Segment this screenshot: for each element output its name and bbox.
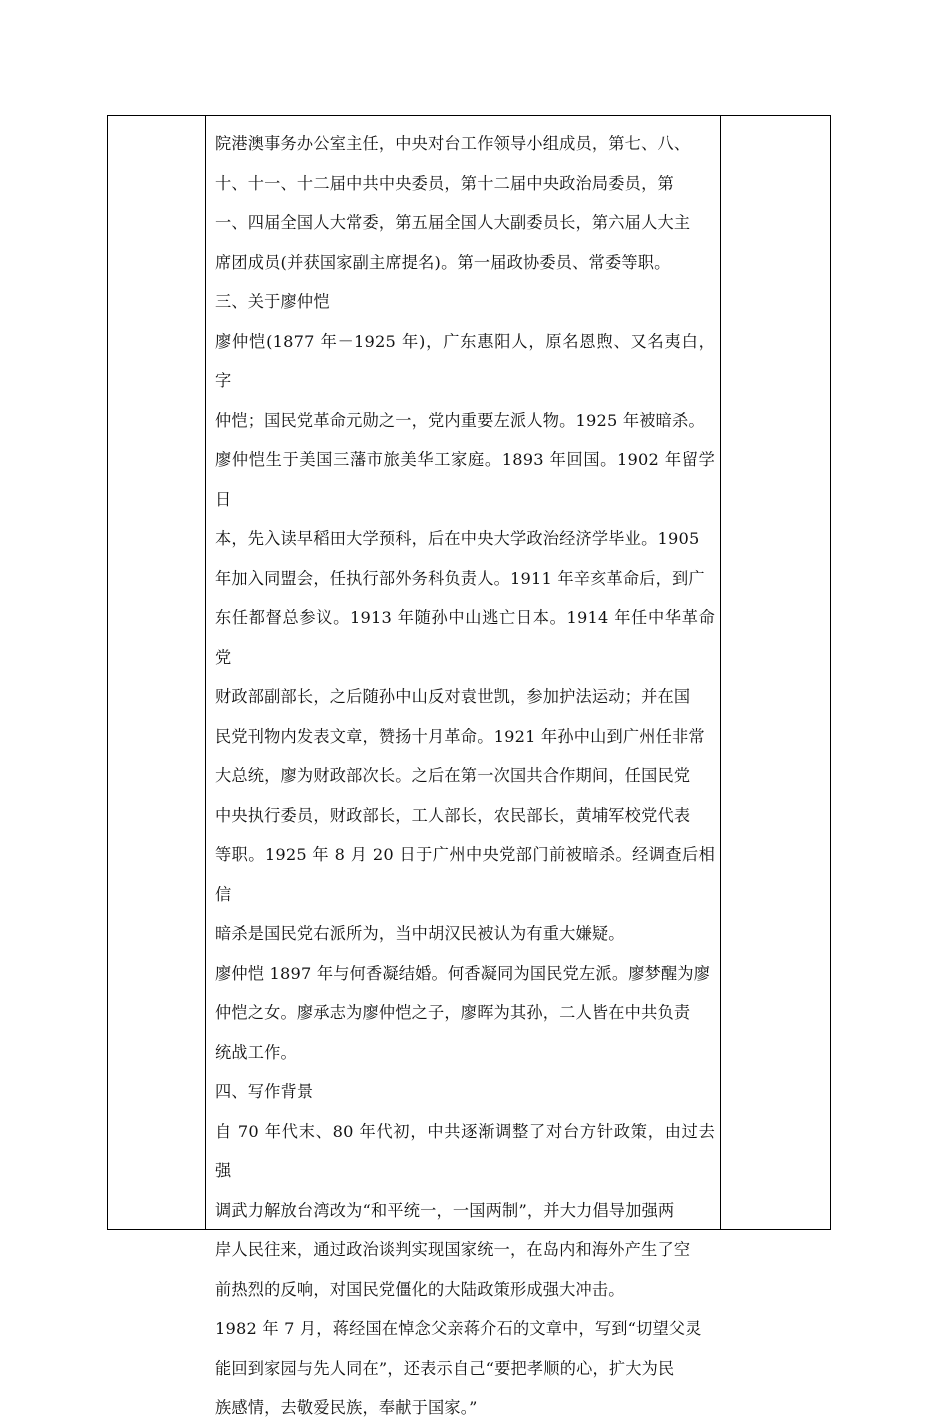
- table-content-cell: [215, 124, 715, 1428]
- text-line: 廖仲恺(1877 年－1925 年)，广东惠阳人，原名恩煦、又名夷白，字: [215, 331, 715, 390]
- text-line: 1982 年 7 月，蒋经国在悼念父亲蒋介石的文章中，写到“切望父灵: [215, 1319, 702, 1338]
- text-line: 十、十一、十二届中共中央委员，第十二届中央政治局委员，第: [215, 173, 674, 193]
- text-line: 院港澳事务办公室主任，中央对台工作领导小组成员，第七、八、: [215, 134, 691, 153]
- text-line: 一、四届全国人大常委，第五届全国人大副委员长，第六届人大主: [215, 213, 691, 232]
- text-line: 廖仲恺 1897 年与何香凝结婚。何香凝同为国民党左派。廖梦醒为廖: [215, 963, 711, 983]
- paragraph-liao-intro: [215, 322, 715, 441]
- text-line: 自 70 年代末、80 年代初，中共逐渐调整了对台方针政策，由过去强: [215, 1121, 715, 1180]
- text-line: 中央执行委员，财政部长，工人部长，农民部长，黄埔军校党代表: [215, 805, 691, 825]
- text-line: 廖仲恺生于美国三藩市旅美华工家庭。1893 年回国。1902 年留学日: [215, 450, 715, 509]
- table-column-divider-left: [205, 116, 206, 1229]
- text-line: 岸人民往来，通过政治谈判实现国家统一，在岛内和海外产生了空: [215, 1240, 691, 1259]
- text-line: 仲恺；国民党革命元勋之一，党内重要左派人物。1925 年被暗杀。: [215, 410, 705, 430]
- section-heading-liao-zhongkai: 三、关于廖仲恺: [215, 292, 330, 311]
- text-line: 统战工作。: [215, 1042, 297, 1062]
- text-line: 本，先入读早稻田大学预科，后在中央大学政治经济学毕业。1905: [215, 529, 700, 548]
- paragraph-career-summary: [215, 124, 715, 282]
- text-line: 仲恺之女。廖承志为廖仲恺之子，廖晖为其孙，二人皆在中共负责: [215, 1003, 691, 1022]
- document-table: [107, 115, 831, 1417]
- paragraph-chiang-ching-kuo-1982: [215, 1309, 715, 1428]
- text-line: 等职。1925 年 8 月 20 日于广州中央党部门前被暗杀。经调查后相信: [215, 845, 715, 904]
- section-heading-writing-background: 四、写作背景: [215, 1082, 314, 1101]
- text-line: 财政部副部长，之后随孙中山反对袁世凯，参加护法运动；并在国: [215, 687, 691, 706]
- text-line: 席团成员(并获国家副主席提名)。第一届政协委员、常委等职。: [215, 252, 671, 272]
- paragraph-policy-background: [215, 1112, 715, 1310]
- table-column-divider-right: [720, 116, 721, 1229]
- text-line: 年加入同盟会，任执行部外务科负责人。1911 年辛亥革命后，到广: [215, 568, 705, 588]
- text-line: 民党刊物内发表文章，赞扬十月革命。1921 年孙中山到广州任非常: [215, 726, 705, 746]
- paragraph-liao-family: [215, 954, 715, 1073]
- text-line: 调武力解放台湾改为“和平统一，一国两制”，并大力倡导加强两: [215, 1200, 675, 1220]
- text-line: 能回到家园与先人同在”，还表示自己“要把孝顺的心，扩大为民: [215, 1358, 675, 1378]
- paragraph-liao-biography: [215, 440, 715, 954]
- text-line: 族感情，去敬爱民族，奉献于国家。”: [215, 1398, 478, 1417]
- text-line: 前热烈的反响，对国民党僵化的大陆政策形成强大冲击。: [215, 1279, 625, 1299]
- text-line: 暗杀是国民党右派所为，当中胡汉民被认为有重大嫌疑。: [215, 924, 625, 943]
- text-line: 东任都督总参议。1913 年随孙中山逃亡日本。1914 年任中华革命党: [215, 608, 715, 667]
- text-line: 大总统，廖为财政部次长。之后在第一次国共合作期间，任国民党: [215, 766, 691, 785]
